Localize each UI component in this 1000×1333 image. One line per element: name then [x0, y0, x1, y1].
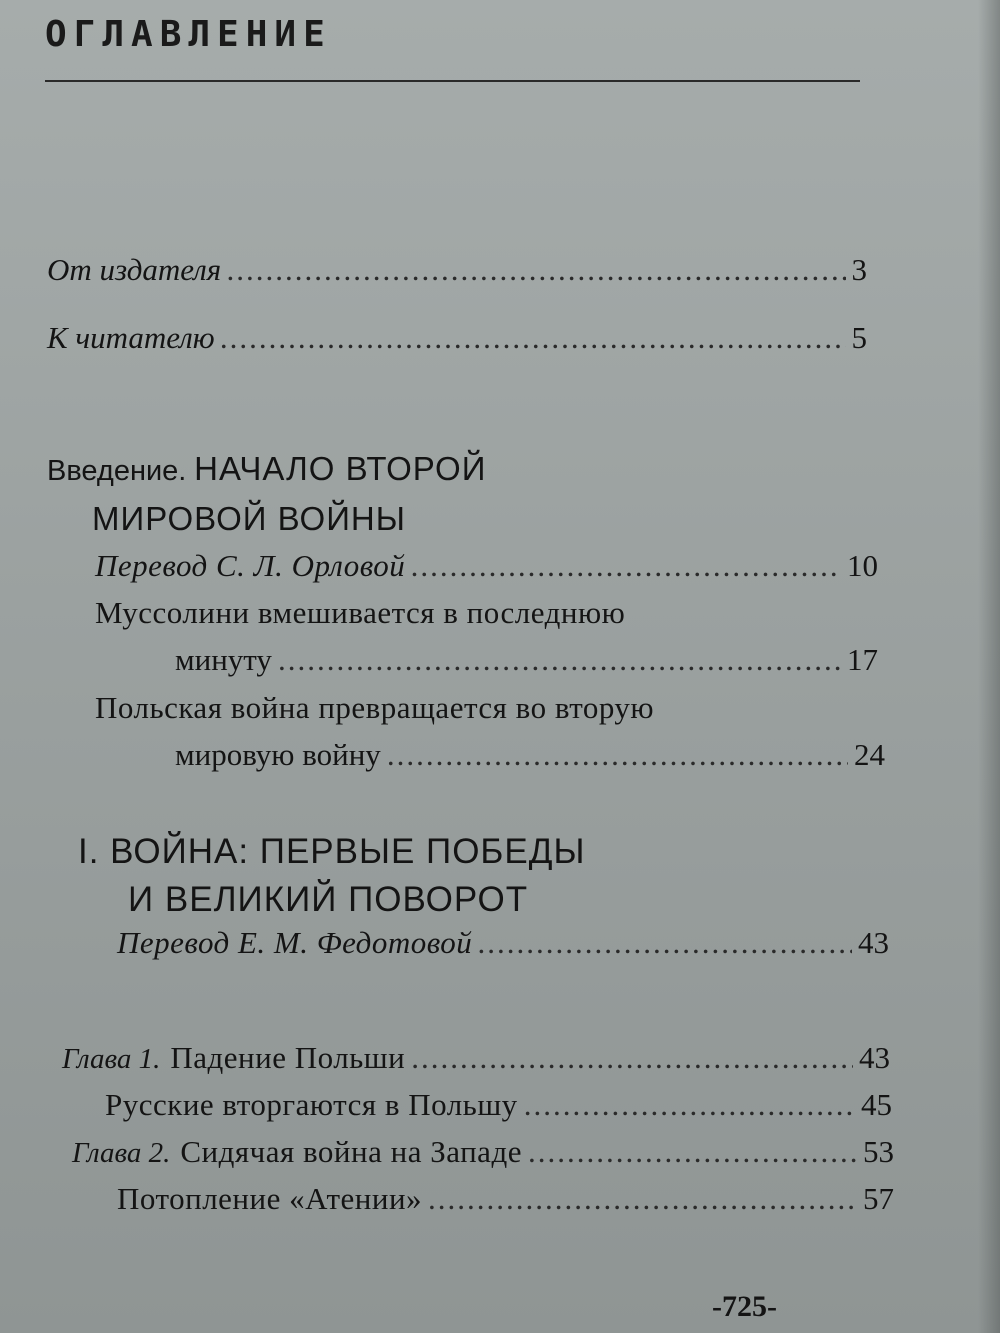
- entry-page: 17: [847, 642, 878, 677]
- toc-entry-chapter2-sub[interactable]: [117, 1181, 894, 1217]
- dot-leader: [478, 925, 852, 961]
- chapter-label: Глава 2.: [72, 1137, 171, 1169]
- dot-leader: [278, 642, 841, 678]
- entry-page: 45: [861, 1087, 892, 1122]
- entry-page: 24: [854, 737, 885, 772]
- intro-title-line2: МИРОВОЙ ВОЙНЫ: [92, 500, 406, 537]
- entry-title: Перевод С. Л. Орловой: [95, 548, 406, 583]
- entry-title: Перевод Е. М. Федотовой: [117, 925, 473, 960]
- toc-entry-chapter1[interactable]: [62, 1040, 890, 1076]
- toc-entry-publisher[interactable]: [47, 252, 867, 288]
- page-edge-shadow: [978, 0, 1000, 1333]
- toc-entry-intro-translator[interactable]: [95, 548, 878, 584]
- page-number: -725-: [712, 1290, 777, 1323]
- intro-sub1-line1: Муссолини вмешивается в последнюю: [95, 595, 626, 630]
- toc-entry-chapter2[interactable]: [72, 1134, 894, 1170]
- entry-title: мировую войну: [175, 737, 381, 772]
- entry-title: Падение Польши: [170, 1040, 406, 1075]
- entry-page: 53: [863, 1134, 894, 1169]
- intro-title-line1: [47, 450, 486, 488]
- entry-title: Русские вторгаются в Польшу: [105, 1087, 518, 1122]
- intro-prefix: Введение.: [47, 455, 187, 487]
- dot-leader: [411, 548, 841, 584]
- toc-entry-chapter1-sub[interactable]: [105, 1087, 892, 1123]
- entry-title: минуту: [175, 642, 272, 677]
- entry-page: 10: [847, 548, 878, 583]
- toc-entry-intro-sub1[interactable]: [175, 642, 878, 678]
- dot-leader: [528, 1134, 857, 1170]
- entry-page: 3: [851, 252, 867, 287]
- entry-page: 57: [863, 1181, 894, 1216]
- chapter-label: Глава 1.: [62, 1043, 161, 1075]
- intro-sub2-line1: Польская война превращается во вторую: [95, 690, 655, 725]
- entry-title: От издателя: [47, 252, 222, 287]
- intro-title: НАЧАЛО ВТОРОЙ: [194, 450, 487, 487]
- dot-leader: [387, 737, 848, 773]
- entry-title: Потопление «Атении»: [117, 1181, 423, 1216]
- dot-leader: [524, 1087, 855, 1123]
- entry-page: 43: [859, 1040, 890, 1075]
- toc-entry-intro-sub2[interactable]: [175, 737, 885, 773]
- entry-title: Сидячая война на Западе: [180, 1134, 522, 1169]
- part1-title-line1: I. ВОЙНА: ПЕРВЫЕ ПОБЕДЫ: [78, 832, 586, 871]
- dot-leader: [411, 1040, 853, 1076]
- toc-entry-part1-translator[interactable]: [117, 925, 889, 961]
- toc-heading: ОГЛАВЛЕНИЕ: [45, 14, 332, 55]
- toc-entry-reader[interactable]: [47, 320, 867, 356]
- entry-title: К читателю: [47, 320, 215, 355]
- heading-rule: [45, 80, 860, 82]
- entry-page: 5: [851, 320, 867, 355]
- entry-page: 43: [858, 925, 889, 960]
- dot-leader: [221, 320, 846, 356]
- dot-leader: [428, 1181, 857, 1217]
- dot-leader: [227, 252, 845, 288]
- part1-title-line2: И ВЕЛИКИЙ ПОВОРОТ: [128, 880, 529, 919]
